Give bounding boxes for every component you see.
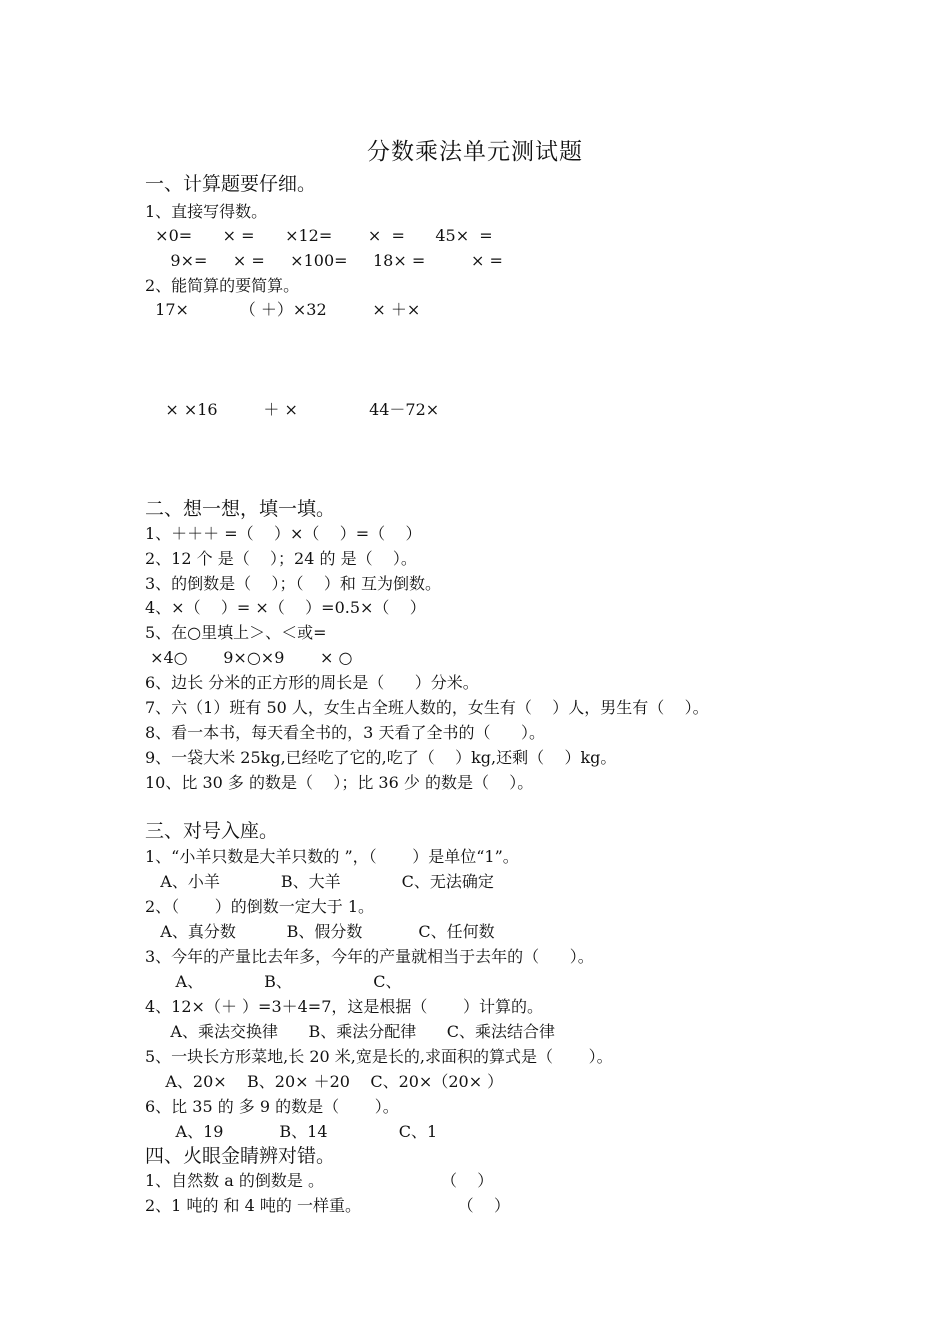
question-line: A、乘法交换律 B、乘法分配律 C、乘法结合律 — [145, 1022, 556, 1041]
question-line: A、20× B、20× ＋20 C、20×（20× ） — [145, 1072, 504, 1091]
question-line: 3、的倒数是（ ）；（ ）和 互为倒数。 — [145, 574, 441, 593]
question-line: 2、能简算的要简算。 — [145, 276, 300, 295]
question-line: 2、1 吨的 和 4 吨的 一样重。 （ ） — [145, 1196, 510, 1215]
question-line: A、真分数 B、假分数 C、任何数 — [145, 922, 495, 941]
section-heading: 二、想一想，填一填。 — [145, 498, 336, 520]
question-line: 6、边长 分米的正方形的周长是（ ）分米。 — [145, 673, 479, 692]
question-line: A、小羊 B、大羊 C、无法确定 — [145, 872, 494, 891]
question-line: A、19 B、14 C、1 — [145, 1122, 438, 1141]
question-line: 3、今年的产量比去年多，今年的产量就相当于去年的（ ）。 — [145, 947, 594, 966]
question-line: 1、直接写得数。 — [145, 202, 268, 221]
question-line: 5、一块长方形菜地,长 20 米,宽是长的,求面积的算式是（ ）。 — [145, 1047, 613, 1066]
question-line: ×4○ 9×○×9 × ○ — [145, 648, 353, 667]
page-title: 分数乘法单元测试题 — [367, 139, 583, 165]
question-line: 4、12×（＋ ）=3＋4=7，这是根据（ ）计算的。 — [145, 997, 543, 1016]
question-line: 1、自然数 a 的倒数是 。 （ ） — [145, 1171, 494, 1190]
section-heading: 一、计算题要仔细。 — [145, 173, 317, 195]
question-line: 2、（ ）的倒数一定大于 1。 — [145, 897, 375, 916]
question-line: 17× （ ＋）×32 × ＋× — [145, 300, 421, 319]
question-line: 8、看一本书，每天看全书的，3 天看了全书的（ ）。 — [145, 723, 545, 742]
question-line: 9×= × = ×100= 18× = × = — [145, 251, 503, 270]
question-line: 9、一袋大米 25kg,已经吃了它的,吃了（ ）kg,还剩（ ）kg。 — [145, 748, 617, 767]
question-line: 6、比 35 的 多 9 的数是（ ）。 — [145, 1097, 399, 1116]
question-line: 5、在○里填上＞、＜或= — [145, 623, 327, 642]
section-heading: 四、火眼金睛辨对错。 — [145, 1145, 336, 1167]
question-line: 1、＋＋＋ =（ ）×（ ）=（ ） — [145, 524, 422, 543]
question-line: 4、×（ ）= ×（ ）=0.5×（ ） — [145, 598, 426, 617]
question-line: 1、“小羊只数是大羊只数的 ”，（ ）是单位“1”。 — [145, 847, 519, 866]
question-line: ×0= × = ×12= × = 45× = — [145, 226, 493, 245]
section-heading: 三、对号入座。 — [145, 820, 279, 842]
question-line: A、 B、 C、 — [145, 972, 402, 991]
question-line: 10、比 30 多 的数是（ ）；比 36 少 的数是（ ）。 — [145, 773, 534, 792]
question-line: 7、六（1）班有 50 人，女生占全班人数的，女生有（ ）人，男生有（ ）。 — [145, 698, 709, 717]
question-line: 2、12 个 是（ ）；24 的 是（ ）。 — [145, 549, 417, 568]
question-line: × ×16 ＋ × 44－72× — [145, 400, 440, 419]
